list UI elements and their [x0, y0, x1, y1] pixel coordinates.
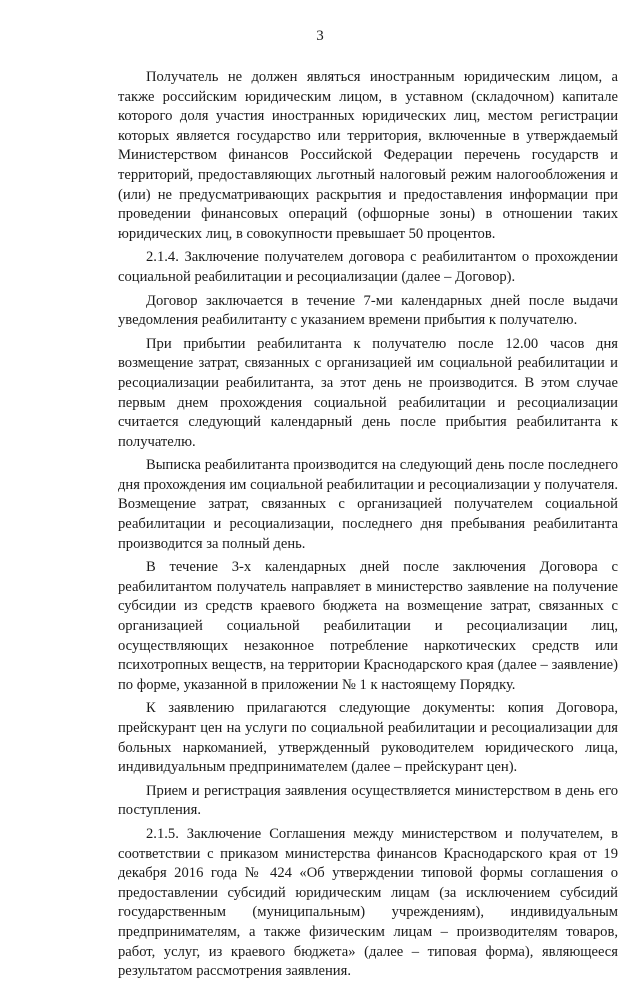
- paragraph-registration: Прием и регистрация заявления осуществляется министерством в день его поступления.: [118, 782, 618, 819]
- paragraph-2-1-4: 2.1.4. Заключение получателем договора с реабилитантом о прохождении социальной реабилитации и ресоциализации (далее – Договор).: [118, 249, 618, 285]
- page-number: 3: [316, 28, 324, 44]
- paragraph-2-1-5: 2.1.5. Заключение Соглашения между министерством и получателем, в соответствии с приказом министерства финансов Краснодарского края от 19 декабря 2016 года № 424 «Об утверждении типовой формы соглашения о предоставлении субсидий юридическим лицам (за исключением субсидий государственным (муниципальным) учреждениям), индивидуальным предпринимателям, а также физическим лицам – производителям товаров, работ, услуг, из краевого бюджета» (далее – типовая форма), являющееся результатом рассмотрения заявления.: [118, 825, 618, 980]
- paragraph-contract-term: Договор заключается в течение 7-ми календарных дней после выдачи уведомления реабилитанту с указанием времени прибытия к получателю.: [118, 292, 618, 329]
- paragraph-offshore-restriction: Получатель не должен являться иностранным юридическим лицом, а также российским юридическим лицом, в уставном (складочном) капитале которого доля участия иностранных юридических лиц, местом регистрации которых является государство или территория, включенные в утверждаемый Министерством финансов Российской Федерации перечень государств и территорий, предоставляющих льготный налоговый режим налогообложения и (или) не предусматривающих раскрытия и предоставления информации при проведении финансовых операций (офшорные зоны) в отношении таких юридических лиц, в совокупности превышает 50 процентов.: [118, 69, 618, 242]
- paragraph-discharge: Выписка реабилитанта производится на следующий день после последнего дня прохождения им социальной реабилитации и ресоциализации у получателя. Возмещение затрат, связанных с организацией получателем социальной реабилитации и ресоциализации, последнего дня пребывания реабилитанта производится за полный день.: [118, 457, 618, 552]
- paragraph-arrival-rule: При прибытии реабилитанта к получателю после 12.00 часов дня возмещение затрат, связанных с организацией им социальной реабилитации и ресоциализации реабилитанта, за этот день не производится. В этом случае первым днем прохождения социальной реабилитации и ресоциализации считается следующий календарный день после прибытия реабилитанта к получателю.: [118, 335, 618, 450]
- paragraph-application: В течение 3-х календарных дней после заключения Договора с реабилитантом получатель направляет в министерство заявление на получение субсидии из средств краевого бюджета на возмещение затрат, связанных с организацией социальной реабилитации и ресоциализации лиц, осуществляющих незаконное потребление наркотических средств или психотропных веществ, на территории Краснодарского края (далее – заявление) по форме, указанной в приложении № 1 к настоящему Порядку.: [118, 559, 618, 693]
- paragraph-attachments: К заявлению прилагаются следующие документы: копия Договора, прейскурант цен на услуги по социальной реабилитации и ресоциализации для больных наркоманией, утвержденный руководителем юридического лица, индивидуальным предпринимателем (далее – прейскурант цен).: [118, 700, 618, 776]
- document-body: [118, 68, 618, 982]
